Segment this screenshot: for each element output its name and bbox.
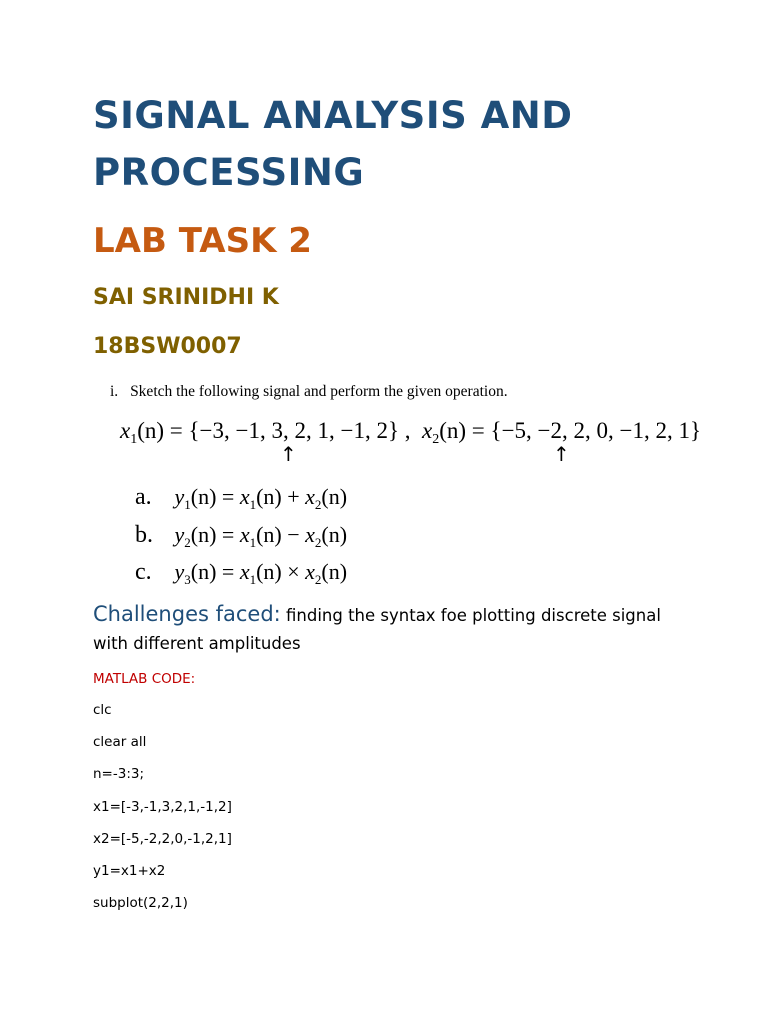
operation-c: [135, 555, 347, 597]
matlab-code-label: MATLAB CODE:: [93, 671, 196, 687]
question-text: Sketch the following signal and perform the given operation.: [130, 383, 508, 400]
y-subscript: 2: [184, 535, 191, 550]
y-symbol: y: [174, 559, 185, 584]
code-line: clc: [93, 702, 112, 718]
origin-arrow-icon: ↑: [553, 442, 570, 466]
x2-symbol: x: [305, 559, 315, 584]
operator-text: (n) −: [256, 522, 306, 547]
operation-a: [135, 480, 347, 522]
doc-title-line1: SIGNAL ANALYSIS AND: [93, 94, 573, 137]
origin-arrow-icon: ↑: [280, 442, 297, 466]
x2-symbol: x: [305, 484, 315, 509]
x1-subscript: 1: [249, 572, 257, 587]
doc-title-line2: PROCESSING: [93, 151, 365, 194]
doc-subtitle: LAB TASK 2: [93, 221, 312, 261]
x2-subscript: 2: [314, 535, 322, 550]
author-name: SAI SRINIDHI K: [93, 285, 279, 310]
x2-subscript: 2: [314, 497, 322, 512]
operation-label: c.: [135, 559, 152, 585]
y-subscript: 3: [184, 572, 191, 587]
x1-subscript: 1: [249, 497, 257, 512]
x1-symbol: x: [239, 484, 250, 509]
end-text: (n): [321, 484, 348, 509]
operation-label: b.: [135, 522, 153, 548]
code-line: y1=x1+x2: [93, 862, 166, 879]
y-symbol: y: [174, 522, 185, 547]
x2-subscript: 2: [314, 572, 322, 587]
question-statement: [110, 380, 508, 404]
code-line: subplot(2,2,1): [93, 895, 188, 912]
x1-subscript: 1: [130, 432, 138, 447]
operation-label: a.: [135, 484, 152, 510]
challenges-heading: Challenges faced:: [93, 602, 281, 626]
x1-sequence: (n) = {−3, −1, 3, 2, 1, −1, 2} ,: [137, 418, 411, 443]
eq-text: (n) =: [190, 559, 240, 584]
x1-subscript: 1: [249, 535, 257, 550]
y-subscript: 1: [184, 497, 191, 512]
challenges-text: finding the syntax foe plotting discrete signal with different amplitudes: [93, 606, 661, 653]
code-line: x2=[-5,-2,2,0,-1,2,1]: [93, 830, 232, 847]
eq-text: (n) =: [190, 522, 240, 547]
code-line: clear all: [93, 734, 147, 751]
x1-symbol: x: [239, 559, 250, 584]
end-text: (n): [321, 522, 348, 547]
x1-symbol: x: [239, 522, 250, 547]
operation-b: [135, 518, 347, 560]
eq-text: (n) =: [190, 484, 240, 509]
question-number: i.: [110, 383, 119, 400]
x2-symbol: x: [422, 418, 433, 443]
signal-definitions: [120, 414, 701, 457]
matlab-code-block: [93, 698, 232, 923]
code-line: n=-3:3;: [93, 766, 145, 783]
x2-subscript: 2: [432, 432, 440, 447]
x1-symbol: x: [120, 418, 131, 443]
y-symbol: y: [174, 484, 185, 509]
operator-text: (n) ×: [256, 559, 306, 584]
x2-sequence: (n) = {−5, −2, 2, 0, −1, 2, 1}: [439, 418, 702, 443]
end-text: (n): [321, 559, 348, 584]
author-id: 18BSW0007: [93, 334, 242, 359]
x2-symbol: x: [305, 522, 315, 547]
code-line: x1=[-3,-1,3,2,1,-1,2]: [93, 798, 232, 815]
operator-text: (n) +: [256, 484, 306, 509]
challenges-paragraph: [93, 600, 693, 658]
